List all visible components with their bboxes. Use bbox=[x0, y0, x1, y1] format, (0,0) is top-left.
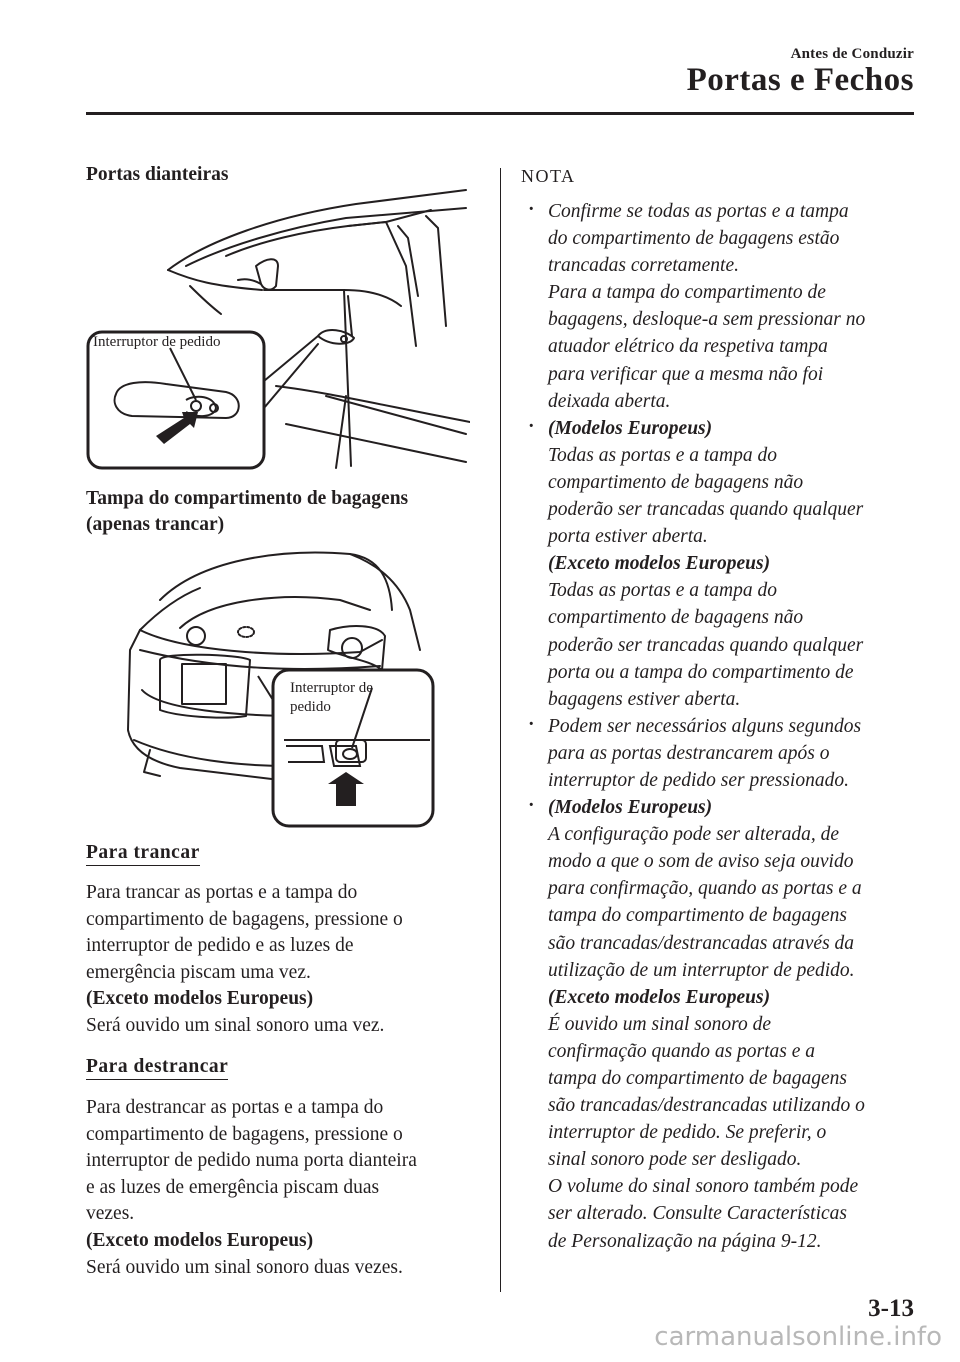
note-line: Para a tampa do compartimento de bbox=[548, 282, 826, 304]
note-line: poderão ser trancadas quando qualquer bbox=[548, 634, 864, 656]
lock-subheading bbox=[86, 842, 200, 866]
unlock-paragraph bbox=[86, 1095, 496, 1281]
text-line: Para destrancar as portas e a tampa do bbox=[86, 1097, 384, 1118]
note-line: confirmação quando as portas e a bbox=[548, 1040, 816, 1062]
note-line: de Personalização na página 9-12. bbox=[548, 1230, 822, 1252]
note-line: A configuração pode ser alterada, de bbox=[548, 824, 840, 846]
note-line: sinal sonoro pode ser desligado. bbox=[548, 1149, 802, 1171]
note-line: interruptor de pedido ser pressionado. bbox=[548, 769, 849, 791]
watermark: carmanualsonline.info bbox=[654, 1322, 942, 1352]
note-line-bold: · (Modelos Europeus) bbox=[548, 417, 713, 439]
lock-title: Para trancar bbox=[86, 842, 200, 866]
text-line: interruptor de pedido e as luzes de bbox=[86, 935, 354, 957]
note-item bbox=[522, 713, 922, 794]
text-line: Será ouvido um sinal sonoro uma vez. bbox=[86, 1014, 385, 1036]
front-doors-heading: Portas dianteiras bbox=[86, 164, 229, 185]
note-list bbox=[522, 198, 922, 1255]
note-line: do compartimento de bagagens estão bbox=[548, 228, 840, 250]
lock-paragraph bbox=[86, 880, 496, 1040]
note-line: · Confirme se todas as portas e a tampa bbox=[548, 201, 849, 222]
note-line: poderão ser trancadas quando qualquer bbox=[548, 499, 864, 521]
text-line: e as luzes de emergência piscam duas bbox=[86, 1176, 380, 1198]
note-line: para confirmação, quando as portas e a bbox=[548, 878, 862, 900]
note-line: O volume do sinal sonoro também pode bbox=[548, 1176, 859, 1198]
chapter-title: Antes de Conduzir bbox=[790, 46, 914, 62]
note-line: compartimento de bagagens não bbox=[548, 607, 804, 629]
note-line: É ouvido um sinal sonoro de bbox=[548, 1013, 771, 1035]
unlock-subheading bbox=[86, 1056, 228, 1080]
front-door-figure bbox=[86, 186, 470, 472]
note-line: são trancadas/destrancadas utilizando o bbox=[548, 1095, 865, 1117]
note-line: · Podem ser necessários alguns segundos bbox=[548, 715, 862, 737]
section-title: Portas e Fechos bbox=[686, 62, 914, 98]
note-line: tampa do compartimento de bagagens bbox=[548, 905, 847, 927]
tailgate-figure bbox=[120, 540, 440, 830]
note-item bbox=[522, 415, 922, 713]
note-line: Todas as portas e a tampa do bbox=[548, 580, 777, 602]
note-line: compartimento de bagagens não bbox=[548, 471, 804, 493]
note-line-bold: · (Modelos Europeus) bbox=[548, 797, 713, 819]
note-line: para as portas destrancarem após o bbox=[548, 742, 830, 764]
note-line-bold: (Exceto modelos Europeus) bbox=[548, 986, 771, 1008]
header-rule bbox=[86, 112, 914, 115]
text-line-bold: (Exceto modelos Europeus) bbox=[86, 988, 314, 1010]
text-line: interruptor de pedido numa porta dianteira bbox=[86, 1150, 417, 1172]
trunk-heading-line2: (apenas trancar) bbox=[86, 514, 225, 535]
column-divider bbox=[500, 168, 501, 1292]
note-line: para verificar que a mesma não foi bbox=[548, 363, 824, 385]
note-line: Todas as portas e a tampa do bbox=[548, 444, 777, 466]
figure1-label: Interruptor de pedido bbox=[93, 334, 221, 350]
note-item bbox=[522, 794, 922, 1255]
unlock-title: Para destrancar bbox=[86, 1056, 228, 1080]
text-line: vezes. bbox=[86, 1203, 135, 1225]
note-line: porta estiver aberta. bbox=[548, 526, 708, 548]
figure2-label-line1: Interruptor de bbox=[290, 680, 373, 696]
note-line: tampa do compartimento de bagagens bbox=[548, 1068, 847, 1089]
figure2-label-line2: pedido bbox=[290, 699, 331, 715]
text-line: compartimento de bagagens, pressione o bbox=[86, 1123, 403, 1145]
note-line: ser alterado. Consulte Características bbox=[548, 1203, 847, 1225]
note-line: são trancadas/destrancadas através da bbox=[548, 932, 855, 954]
text-line: Será ouvido um sinal sonoro duas vezes. bbox=[86, 1256, 403, 1278]
note-line: bagagens, desloque-a sem pressionar no bbox=[548, 309, 866, 331]
text-line-bold: (Exceto modelos Europeus) bbox=[86, 1229, 314, 1251]
note-title: NOTA bbox=[521, 166, 576, 186]
page-number: 3-13 bbox=[868, 1295, 914, 1322]
text-line: compartimento de bagagens, pressione o bbox=[86, 908, 403, 930]
trunk-heading-line1: Tampa do compartimento de bagagens bbox=[86, 488, 409, 509]
note-line: porta ou a tampa do compartimento de bbox=[548, 661, 854, 683]
note-item bbox=[522, 198, 922, 415]
note-line: bagagens estiver aberta. bbox=[548, 688, 741, 710]
note-line: atuador elétrico da respetiva tampa bbox=[548, 336, 828, 358]
note-line: deixada aberta. bbox=[548, 390, 671, 412]
text-line: emergência piscam uma vez. bbox=[86, 961, 311, 983]
note-line: interruptor de pedido. Se preferir, o bbox=[548, 1122, 827, 1144]
note-line: utilização de um interruptor de pedido. bbox=[548, 959, 855, 981]
note-line: modo a que o som de aviso seja ouvido bbox=[548, 851, 854, 873]
note-line: trancadas corretamente. bbox=[548, 255, 739, 277]
text-line: Para trancar as portas e a tampa do bbox=[86, 882, 358, 903]
note-line-bold: (Exceto modelos Europeus) bbox=[548, 553, 771, 575]
